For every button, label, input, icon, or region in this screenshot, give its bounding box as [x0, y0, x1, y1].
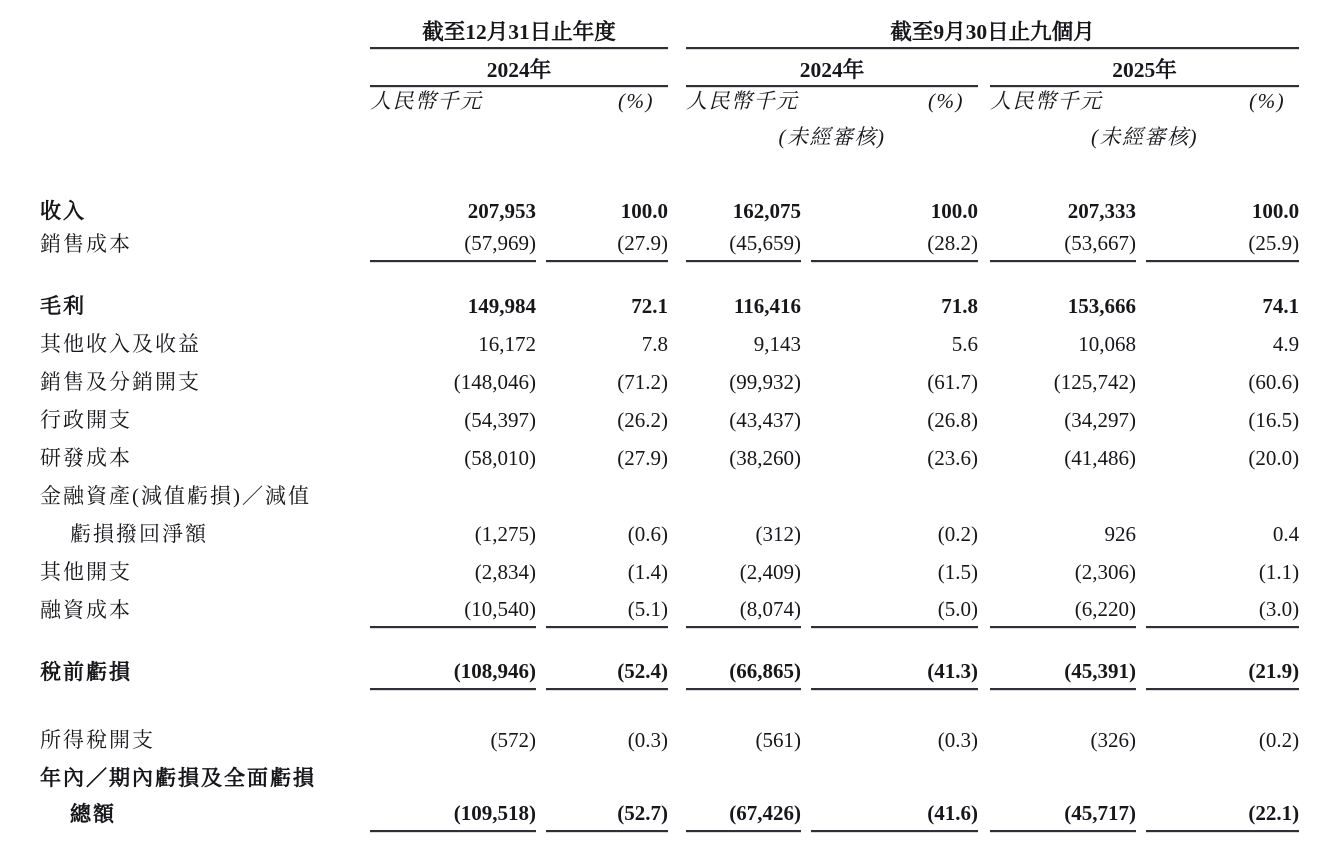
header-label-spacer [40, 86, 370, 116]
gap [370, 757, 1299, 795]
table-row [40, 323, 1299, 361]
gap [668, 48, 686, 86]
gross-profit-label: 毛利 [40, 294, 86, 319]
other-expenses-9m2025-pct: (1.1) [1258, 560, 1300, 585]
9m2025-unaudited-note: (未經審核) [1091, 125, 1199, 150]
rd-costs-9m2025-amt: (41,486) [1064, 446, 1137, 471]
admin-expenses-9m2025-pct: (16.5) [1248, 408, 1300, 433]
selling-expenses-label: 銷售及分銷開支 [40, 370, 201, 395]
table-row [40, 198, 1299, 228]
table-row [40, 86, 1299, 116]
loss-before-tax-label: 稅前虧損 [40, 660, 132, 685]
finance-costs-fy2024-pct: (5.1) [546, 589, 668, 627]
rd-costs-fy2024-pct: (27.9) [617, 446, 669, 471]
table-row [40, 14, 1299, 48]
spacer-row [40, 152, 1299, 198]
revenue-fy2024-pct: 100.0 [620, 199, 669, 224]
fy2024-percent-header: (%) [618, 89, 655, 114]
loss-before-tax-fy2024-amt: (108,946) [370, 655, 536, 689]
impairment-fy2024-amt: (1,275) [474, 522, 536, 547]
gross-profit-fy2024-amt: 149,984 [467, 294, 536, 319]
finance-costs-9m2024-amt: (8,074) [686, 589, 801, 627]
revenue-fy2024-amt: 207,953 [467, 199, 536, 224]
cost-of-sales-fy2024-amt: (57,969) [370, 228, 536, 261]
other-expenses-label: 其他開支 [40, 560, 132, 585]
admin-expenses-fy2024-pct: (26.2) [617, 408, 669, 433]
total-loss-9m2024-pct: (41.6) [811, 795, 978, 831]
cost-of-sales-9m2025-pct: (25.9) [1146, 228, 1299, 261]
table-row [40, 757, 1299, 795]
gap [668, 116, 686, 152]
income-statement-table [40, 14, 1299, 832]
impairment-label-line1: 金融資產(減值虧損)／減值 [40, 484, 311, 509]
table-row [40, 437, 1299, 475]
gross-profit-9m2024-pct: 71.8 [941, 294, 979, 319]
income-tax-label: 所得稅開支 [40, 728, 155, 753]
admin-expenses-9m2024-amt: (43,437) [729, 408, 802, 433]
cost-of-sales-fy2024-pct: (27.9) [546, 228, 668, 261]
year-9m2024-header: 2024年 [686, 48, 978, 86]
year-fy2024-header: 2024年 [370, 48, 668, 86]
gap [1136, 86, 1146, 116]
selling-expenses-9m2024-amt: (99,932) [729, 370, 802, 395]
fy2024-currency-header: 人民幣千元 [370, 89, 483, 114]
9m2024-percent-header: (%) [928, 89, 965, 114]
cost-of-sales-9m2024-pct: (28.2) [811, 228, 978, 261]
selling-expenses-9m2025-amt: (125,742) [1053, 370, 1137, 395]
admin-expenses-9m2024-pct: (26.8) [927, 408, 979, 433]
year-9m2025-header: 2025年 [990, 48, 1299, 86]
loss-before-tax-9m2024-pct: (41.3) [811, 655, 978, 689]
table-row [40, 399, 1299, 437]
header-label-spacer [40, 116, 370, 152]
gap [801, 86, 811, 116]
table-row [40, 228, 1299, 261]
gross-profit-9m2025-amt: 153,666 [1067, 294, 1137, 319]
gap [536, 86, 546, 116]
impairment-9m2025-pct: 0.4 [1272, 522, 1300, 547]
table-row [40, 795, 1299, 831]
revenue-9m2024-pct: 100.0 [930, 199, 979, 224]
table-row [40, 116, 1299, 152]
impairment-9m2024-pct: (0.2) [937, 522, 979, 547]
finance-costs-9m2025-pct: (3.0) [1146, 589, 1299, 627]
table-row [40, 719, 1299, 757]
other-income-9m2024-amt: 9,143 [753, 332, 802, 357]
loss-before-tax-fy2024-pct: (52.4) [546, 655, 668, 689]
gap [978, 116, 990, 152]
impairment-label-line2: 虧損撥回淨額 [70, 522, 208, 547]
gap [668, 86, 686, 116]
table-row [40, 48, 1299, 86]
spacer-row [40, 627, 1299, 655]
income-tax-9m2024-amt: (561) [755, 728, 802, 753]
impairment-fy2024-pct: (0.6) [627, 522, 669, 547]
admin-expenses-fy2024-amt: (54,397) [464, 408, 536, 433]
admin-expenses-9m2025-amt: (34,297) [1064, 408, 1137, 433]
impairment-9m2024-amt: (312) [755, 522, 802, 547]
rd-costs-9m2024-amt: (38,260) [729, 446, 802, 471]
other-income-9m2025-amt: 10,068 [1078, 332, 1137, 357]
income-tax-9m2024-pct: (0.3) [937, 728, 979, 753]
gap [668, 14, 686, 48]
gap [978, 86, 990, 116]
table-row [40, 589, 1299, 627]
rd-costs-9m2025-pct: (20.0) [1248, 446, 1300, 471]
admin-expenses-label: 行政開支 [40, 408, 132, 433]
selling-expenses-9m2025-pct: (60.6) [1248, 370, 1300, 395]
finance-costs-9m2024-pct: (5.0) [811, 589, 978, 627]
table-row [40, 285, 1299, 323]
table-row [40, 475, 1299, 513]
gap [370, 116, 668, 152]
finance-costs-label: 融資成本 [40, 598, 132, 623]
selling-expenses-fy2024-pct: (71.2) [617, 370, 669, 395]
income-tax-fy2024-amt: (572) [490, 728, 536, 753]
income-tax-fy2024-pct: (0.3) [627, 728, 669, 753]
total-loss-label-line2: 總額 [70, 802, 116, 827]
finance-costs-fy2024-amt: (10,540) [370, 589, 536, 627]
loss-before-tax-9m2025-pct: (21.9) [1146, 655, 1299, 689]
rd-costs-fy2024-amt: (58,010) [464, 446, 536, 471]
gap [978, 48, 990, 86]
other-expenses-9m2024-amt: (2,409) [739, 560, 802, 585]
total-loss-label-line1: 年內／期內虧損及全面虧損 [40, 766, 316, 791]
table-row [40, 551, 1299, 589]
9m2024-unaudited-note: (未經審核) [778, 125, 886, 150]
gap [370, 475, 1299, 513]
revenue-label: 收入 [40, 199, 86, 224]
gross-profit-9m2024-amt: 116,416 [733, 294, 802, 319]
header-label-spacer [40, 48, 370, 86]
revenue-9m2025-pct: 100.0 [1251, 199, 1300, 224]
other-income-9m2025-pct: 4.9 [1272, 332, 1300, 357]
total-loss-9m2024-amt: (67,426) [686, 795, 801, 831]
other-income-9m2024-pct: 5.6 [951, 332, 979, 357]
gross-profit-9m2025-pct: 74.1 [1262, 294, 1300, 319]
header-label-spacer [40, 14, 370, 48]
other-income-fy2024-pct: 7.8 [641, 332, 669, 357]
table-row [40, 655, 1299, 689]
cost-of-sales-9m2025-amt: (53,667) [990, 228, 1136, 261]
selling-expenses-fy2024-amt: (148,046) [453, 370, 536, 395]
rd-costs-label: 研發成本 [40, 446, 132, 471]
other-expenses-fy2024-amt: (2,834) [474, 560, 536, 585]
revenue-9m2024-amt: 162,075 [732, 199, 802, 224]
9m2025-currency-header: 人民幣千元 [990, 89, 1103, 114]
total-loss-fy2024-pct: (52.7) [546, 795, 668, 831]
total-loss-fy2024-amt: (109,518) [370, 795, 536, 831]
cost-of-sales-9m2024-amt: (45,659) [686, 228, 801, 261]
loss-before-tax-9m2024-amt: (66,865) [686, 655, 801, 689]
spacer-row [40, 689, 1299, 719]
rd-costs-9m2024-pct: (23.6) [927, 446, 979, 471]
other-expenses-9m2025-amt: (2,306) [1074, 560, 1137, 585]
revenue-9m2025-amt: 207,333 [1067, 199, 1137, 224]
income-tax-9m2025-amt: (326) [1090, 728, 1137, 753]
period-fy-header: 截至12月31日止年度 [370, 14, 668, 48]
table-row [40, 361, 1299, 399]
selling-expenses-9m2024-pct: (61.7) [927, 370, 979, 395]
period-9m-header: 截至9月30日止九個月 [686, 14, 1299, 48]
9m2024-currency-header: 人民幣千元 [686, 89, 799, 114]
cost-of-sales-label: 銷售成本 [40, 232, 132, 257]
spacer-row [40, 261, 1299, 285]
finance-costs-9m2025-amt: (6,220) [990, 589, 1136, 627]
other-income-fy2024-amt: 16,172 [478, 332, 536, 357]
other-expenses-9m2024-pct: (1.5) [937, 560, 979, 585]
total-loss-9m2025-amt: (45,717) [990, 795, 1136, 831]
impairment-9m2025-amt: 926 [1104, 522, 1137, 547]
other-expenses-fy2024-pct: (1.4) [627, 560, 669, 585]
9m2025-percent-header: (%) [1249, 89, 1286, 114]
loss-before-tax-9m2025-amt: (45,391) [990, 655, 1136, 689]
income-tax-9m2025-pct: (0.2) [1258, 728, 1300, 753]
gross-profit-fy2024-pct: 72.1 [631, 294, 669, 319]
other-income-label: 其他收入及收益 [40, 332, 201, 357]
table-row [40, 513, 1299, 551]
total-loss-9m2025-pct: (22.1) [1146, 795, 1299, 831]
